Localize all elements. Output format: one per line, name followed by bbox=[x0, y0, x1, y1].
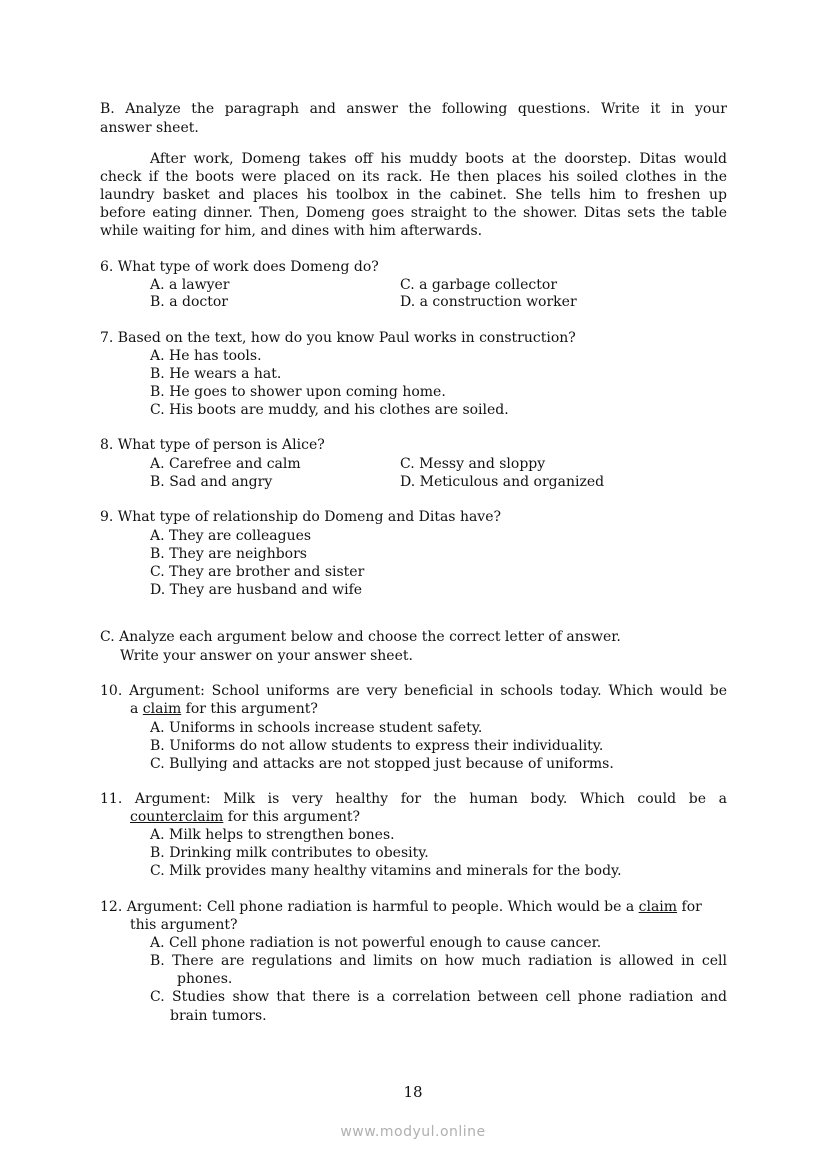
paragraph-line: laundry basket and places his toolbox in the cabinet. She tells him to freshen up bbox=[100, 187, 727, 203]
paragraph-line: check if the boots were placed on its rack. He then places his soiled clothes in the bbox=[100, 169, 727, 185]
question-9: 9. What type of relationship do Domeng and Ditas have? bbox=[100, 509, 502, 525]
option-cont: brain tumors. bbox=[170, 1008, 267, 1024]
question-11: 11. Argument: Milk is very healthy for the human body. Which could be a bbox=[100, 791, 727, 807]
section-c-instruction: C. Analyze each argument below and choose the correct letter of answer. bbox=[100, 629, 621, 645]
question-7: 7. Based on the text, how do you know Paul works in construction? bbox=[100, 330, 576, 346]
option: A. Cell phone radiation is not powerful enough to cause cancer. bbox=[150, 935, 602, 951]
option: A. Uniforms in schools increase student safety. bbox=[150, 720, 483, 736]
option: B. Uniforms do not allow students to express their individuality. bbox=[150, 738, 604, 754]
option: C. Bullying and attacks are not stopped just because of uniforms. bbox=[150, 756, 614, 772]
paragraph-line: After work, Domeng takes off his muddy boots at the doorstep. Ditas would bbox=[150, 151, 727, 167]
option-cont: phones. bbox=[177, 971, 233, 987]
option: B. There are regulations and limits on how much radiation is allowed in cell bbox=[150, 953, 727, 969]
option: A. Carefree and calm bbox=[150, 456, 301, 472]
question-6: 6. What type of work does Domeng do? bbox=[100, 259, 379, 275]
page-number: 18 bbox=[403, 1083, 423, 1101]
option: A. a lawyer bbox=[150, 277, 230, 293]
option: D. a construction worker bbox=[400, 294, 577, 310]
option: B. They are neighbors bbox=[150, 546, 307, 562]
keyword-counterclaim: counterclaim bbox=[130, 809, 224, 825]
option: B. He wears a hat. bbox=[150, 366, 282, 382]
option: C. They are brother and sister bbox=[150, 564, 365, 580]
option: C. Studies show that there is a correlation between cell phone radiation and bbox=[150, 989, 727, 1005]
question-12 bbox=[100, 898, 702, 916]
question-8: 8. What type of person is Alice? bbox=[100, 437, 325, 453]
section-c-instruction: Write your answer on your answer sheet. bbox=[120, 648, 413, 664]
option: A. They are colleagues bbox=[150, 528, 312, 544]
keyword-claim: claim bbox=[142, 701, 182, 717]
option: B. He goes to shower upon coming home. bbox=[150, 384, 446, 400]
option: B. Sad and angry bbox=[150, 474, 273, 490]
question-10-cont bbox=[130, 700, 318, 718]
question-11-cont bbox=[130, 808, 360, 826]
option: A. Milk helps to strengthen bones. bbox=[150, 827, 395, 843]
paragraph-line: while waiting for him, and dines with him afterwards. bbox=[100, 223, 483, 239]
option: B. a doctor bbox=[150, 294, 228, 310]
option: B. Drinking milk contributes to obesity. bbox=[150, 845, 429, 861]
text: for bbox=[677, 899, 702, 915]
text: a bbox=[130, 701, 143, 717]
keyword-claim: claim bbox=[638, 899, 678, 915]
option: C. a garbage collector bbox=[400, 277, 558, 293]
paragraph-line: before eating dinner. Then, Domeng goes straight to the shower. Ditas sets the table bbox=[100, 205, 727, 221]
option: C. Milk provides many healthy vitamins and minerals for the body. bbox=[150, 863, 622, 879]
option: A. He has tools. bbox=[150, 348, 262, 364]
question-10: 10. Argument: School uniforms are very beneficial in schools today. Which would be bbox=[100, 683, 727, 699]
section-b-instruction: answer sheet. bbox=[100, 120, 199, 136]
text: for this argument? bbox=[223, 809, 361, 825]
watermark: www.modyul.online bbox=[340, 1124, 486, 1140]
section-b-instruction: B. Analyze the paragraph and answer the following questions. Write it in your bbox=[100, 101, 727, 117]
question-12-cont: this argument? bbox=[130, 917, 238, 933]
option: C. Messy and sloppy bbox=[400, 456, 546, 472]
text: for this argument? bbox=[181, 701, 318, 717]
option: D. Meticulous and organized bbox=[400, 474, 605, 490]
option: C. His boots are muddy, and his clothes are soiled. bbox=[150, 402, 509, 418]
text: 12. Argument: Cell phone radiation is harmful to people. Which would be a bbox=[100, 899, 639, 915]
option: D. They are husband and wife bbox=[150, 582, 363, 598]
